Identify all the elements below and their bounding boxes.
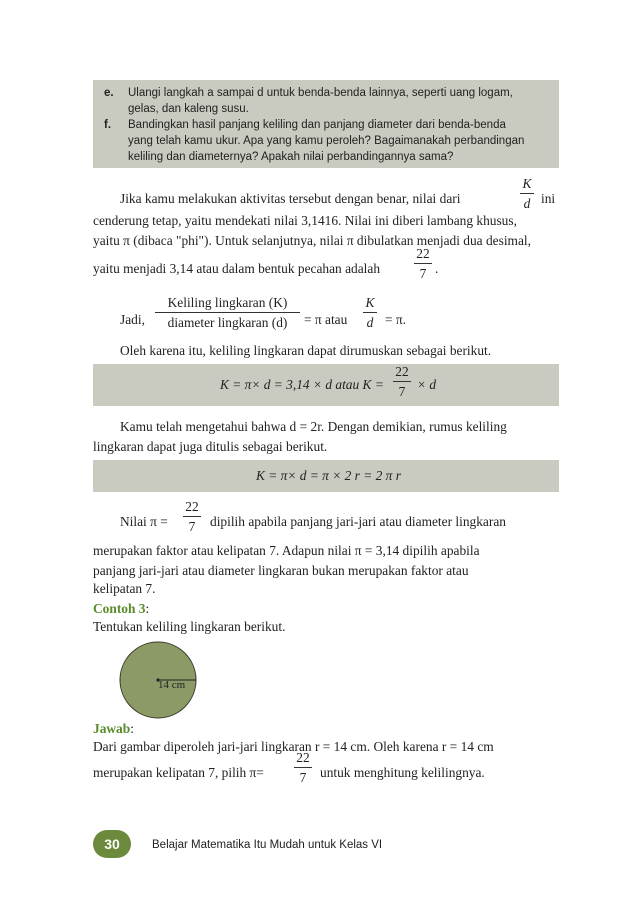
formula2: K = π× d = π × 2 r = 2 π r bbox=[256, 468, 401, 483]
fraction-denominator: d bbox=[523, 196, 531, 211]
radius-label: 14 cm bbox=[158, 679, 186, 691]
formula1-left: K = π× d = 3,14 × d atau K = bbox=[220, 377, 384, 392]
para4-line1-rest: dipilih apabila panjang jari-jari atau diameter lingkaran bbox=[210, 514, 506, 529]
jawab-heading bbox=[93, 720, 134, 738]
para1-line2: cenderung tetap, yaitu mendekati nilai 3,1416. Nilai ini diberi lambang khusus, bbox=[93, 213, 517, 228]
para4-nilai: Nilai π = bbox=[120, 514, 168, 529]
fraction-denominator: 7 bbox=[419, 266, 427, 281]
contoh-colon: : bbox=[145, 601, 150, 616]
fraction-denominator: diameter lingkaran (d) bbox=[167, 315, 288, 330]
fraction-numerator: 22 bbox=[395, 364, 409, 379]
jadi-eq1: = π atau bbox=[304, 312, 348, 327]
step-f-line3: keliling dan diameternya? Apakah nilai perbandingannya sama? bbox=[128, 151, 454, 163]
fraction-numerator: K bbox=[365, 295, 375, 310]
step-f-line2: yang telah kamu ukur. Apa yang kamu peroleh? Bagaimanakah perbandingan bbox=[128, 135, 525, 147]
para1-line4: yaitu menjadi 3,14 atau dalam bentuk pecahan adalah bbox=[93, 261, 381, 276]
fraction-numerator: K bbox=[522, 176, 532, 191]
fraction-denominator: d bbox=[366, 315, 374, 330]
step-f-line1: Bandingkan hasil panjang keliling dan panjang diameter dari benda-benda bbox=[128, 119, 506, 131]
fraction-numerator: 22 bbox=[185, 499, 199, 514]
jawab-line1: Dari gambar diperoleh jari-jari lingkaran r = 14 cm. Oleh karena r = 14 cm bbox=[93, 739, 494, 754]
book-title: Belajar Matematika Itu Mudah untuk Kelas VI bbox=[152, 839, 383, 851]
contoh-title: Contoh 3 bbox=[93, 601, 146, 616]
para4-line3: panjang jari-jari atau diameter lingkaran bukan merupakan faktor atau bbox=[93, 563, 469, 578]
step-f-label: f. bbox=[104, 119, 112, 131]
jawab-line2-a: merupakan kelipatan 7, pilih π= bbox=[93, 765, 264, 780]
para4-line4: kelipatan 7. bbox=[93, 581, 156, 596]
fraction-numerator: 22 bbox=[416, 246, 430, 261]
para1-line1: Jika kamu melakukan aktivitas tersebut dengan benar, nilai dari bbox=[120, 191, 461, 206]
para3-line1: Kamu telah mengetahui bahwa d = 2r. Dengan demikian, rumus keliling bbox=[120, 419, 507, 434]
jawab-title: Jawab bbox=[93, 721, 131, 736]
fraction-22-7 bbox=[414, 246, 432, 282]
para1-period: . bbox=[435, 261, 439, 276]
k-over-d-fraction-2 bbox=[363, 295, 377, 331]
k-over-d-fraction bbox=[520, 176, 534, 212]
contoh-heading bbox=[93, 600, 149, 618]
page-number: 30 bbox=[104, 836, 120, 852]
keliling-over-diameter-fraction bbox=[155, 295, 300, 331]
jadi-label: Jadi, bbox=[120, 312, 145, 327]
jawab-colon: : bbox=[130, 721, 134, 736]
para4-fraction bbox=[183, 499, 201, 535]
fraction-denominator: 7 bbox=[188, 519, 196, 534]
para4-line2: merupakan faktor atau kelipatan 7. Adapun nilai π = 3,14 dipilih apabila bbox=[93, 543, 480, 558]
fraction-denominator: 7 bbox=[398, 384, 406, 399]
para1-line1-end: ini bbox=[541, 191, 556, 206]
step-e-label: e. bbox=[104, 87, 114, 99]
jawab-line2-b: untuk menghitung kelilingnya. bbox=[320, 765, 485, 780]
fraction-denominator: 7 bbox=[299, 770, 307, 785]
contoh-text: Tentukan keliling lingkaran berikut. bbox=[93, 619, 286, 634]
page-number-badge bbox=[93, 830, 131, 858]
step-e-line2: gelas, dan kaleng susu. bbox=[128, 103, 249, 115]
para2: Oleh karena itu, keliling lingkaran dapat dirumuskan sebagai berikut. bbox=[120, 343, 492, 358]
fraction-numerator: Keliling lingkaran (K) bbox=[167, 295, 288, 310]
formula1-right: × d bbox=[417, 377, 437, 392]
para1-line3: yaitu π (dibaca "phi"). Untuk selanjutnya, nilai π dibulatkan menjadi dua desimal, bbox=[93, 233, 531, 248]
step-e-line1: Ulangi langkah a sampai d untuk benda-benda lainnya, seperti uang logam, bbox=[128, 87, 513, 99]
fraction-numerator: 22 bbox=[296, 750, 310, 765]
formula1-fraction bbox=[393, 364, 411, 400]
jadi-eq2: = π. bbox=[385, 312, 407, 327]
jawab-fraction bbox=[294, 750, 312, 786]
para3-line2: lingkaran dapat juga ditulis sebagai berikut. bbox=[93, 439, 328, 454]
